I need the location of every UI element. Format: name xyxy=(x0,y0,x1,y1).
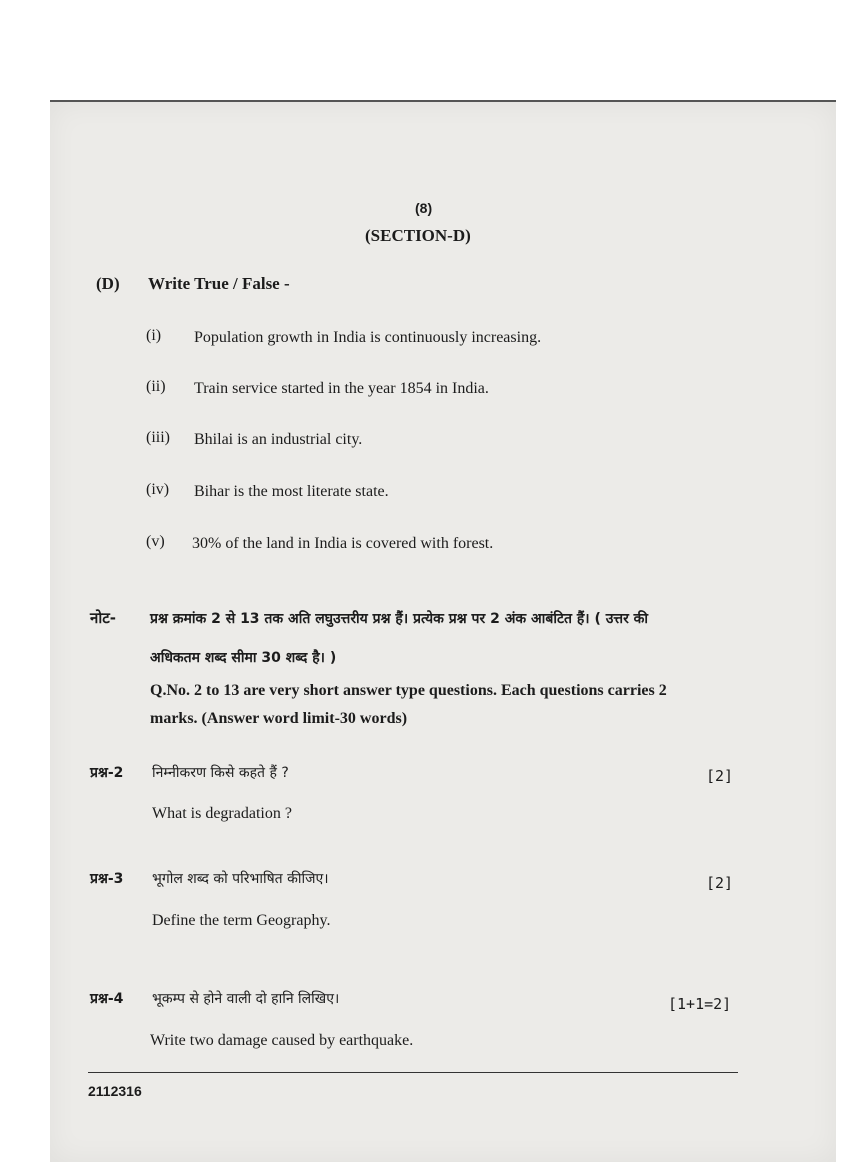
item-text: Population growth in India is continuously increasing. xyxy=(194,329,542,346)
page-number: (8) xyxy=(415,200,433,216)
item-number: (i) xyxy=(146,327,162,344)
question-marks: [2] xyxy=(706,874,734,892)
section-title: (SECTIΟN-D) xyxy=(365,226,471,245)
question-hindi-text: भूकम्प से होने वाली दो हानि लिखिए। xyxy=(152,991,340,1007)
note-label: नोट- xyxy=(90,609,116,627)
question-marks: [1+1=2] xyxy=(668,995,732,1013)
question-label: प्रश्न-4 xyxy=(90,991,124,1007)
question-hindi-text: भूगोल शब्द को परिभाषित कीजिए। xyxy=(152,871,329,887)
note-english-line2: marks. (Answer word limit-30 words) xyxy=(150,710,408,727)
item-text: Bhilai is an industrial city. xyxy=(194,431,363,448)
question-english-text: Define the term Geography. xyxy=(152,912,331,929)
question-label: प्रश्न-2 xyxy=(90,765,124,781)
question-label: प्रश्न-3 xyxy=(90,871,124,887)
item-number: (ii) xyxy=(146,378,166,395)
question-d-label: (D) xyxy=(96,274,120,293)
item-number: (iv) xyxy=(146,481,170,498)
question-english-text: Write two damage caused by earthquake. xyxy=(150,1032,414,1049)
note-hindi-line2: अधिकतम शब्द सीमा 30 शब्द है। ) xyxy=(150,650,337,666)
question-english-text: What is degradation ? xyxy=(152,805,292,822)
note-english-line1: Q.No. 2 to 13 are very short answer type questions. Each questions carries 2 xyxy=(150,682,667,699)
item-text: Train service started in the year 1854 in India. xyxy=(194,380,489,397)
footer-divider xyxy=(88,1072,738,1073)
item-number: (iii) xyxy=(146,429,170,446)
item-text: 30% of the land in India is covered with forest. xyxy=(192,535,494,552)
question-marks: [2] xyxy=(706,767,734,785)
question-hindi-text: निम्नीकरण किसे कहते हैं ? xyxy=(152,765,289,781)
item-number: (v) xyxy=(146,533,165,550)
question-d-title: Write True / False - xyxy=(148,274,290,293)
paper-code: 2112316 xyxy=(88,1083,142,1099)
item-text: Bihar is the most literate state. xyxy=(194,483,389,500)
note-hindi-line1: प्रश्न क्रमांक 2 से 13 तक अति लघुउत्तरीय प्रश्न हैं। प्रत्येक प्रश्न पर 2 अंक आबंटित हैं। ( उत्तर की xyxy=(150,611,649,627)
